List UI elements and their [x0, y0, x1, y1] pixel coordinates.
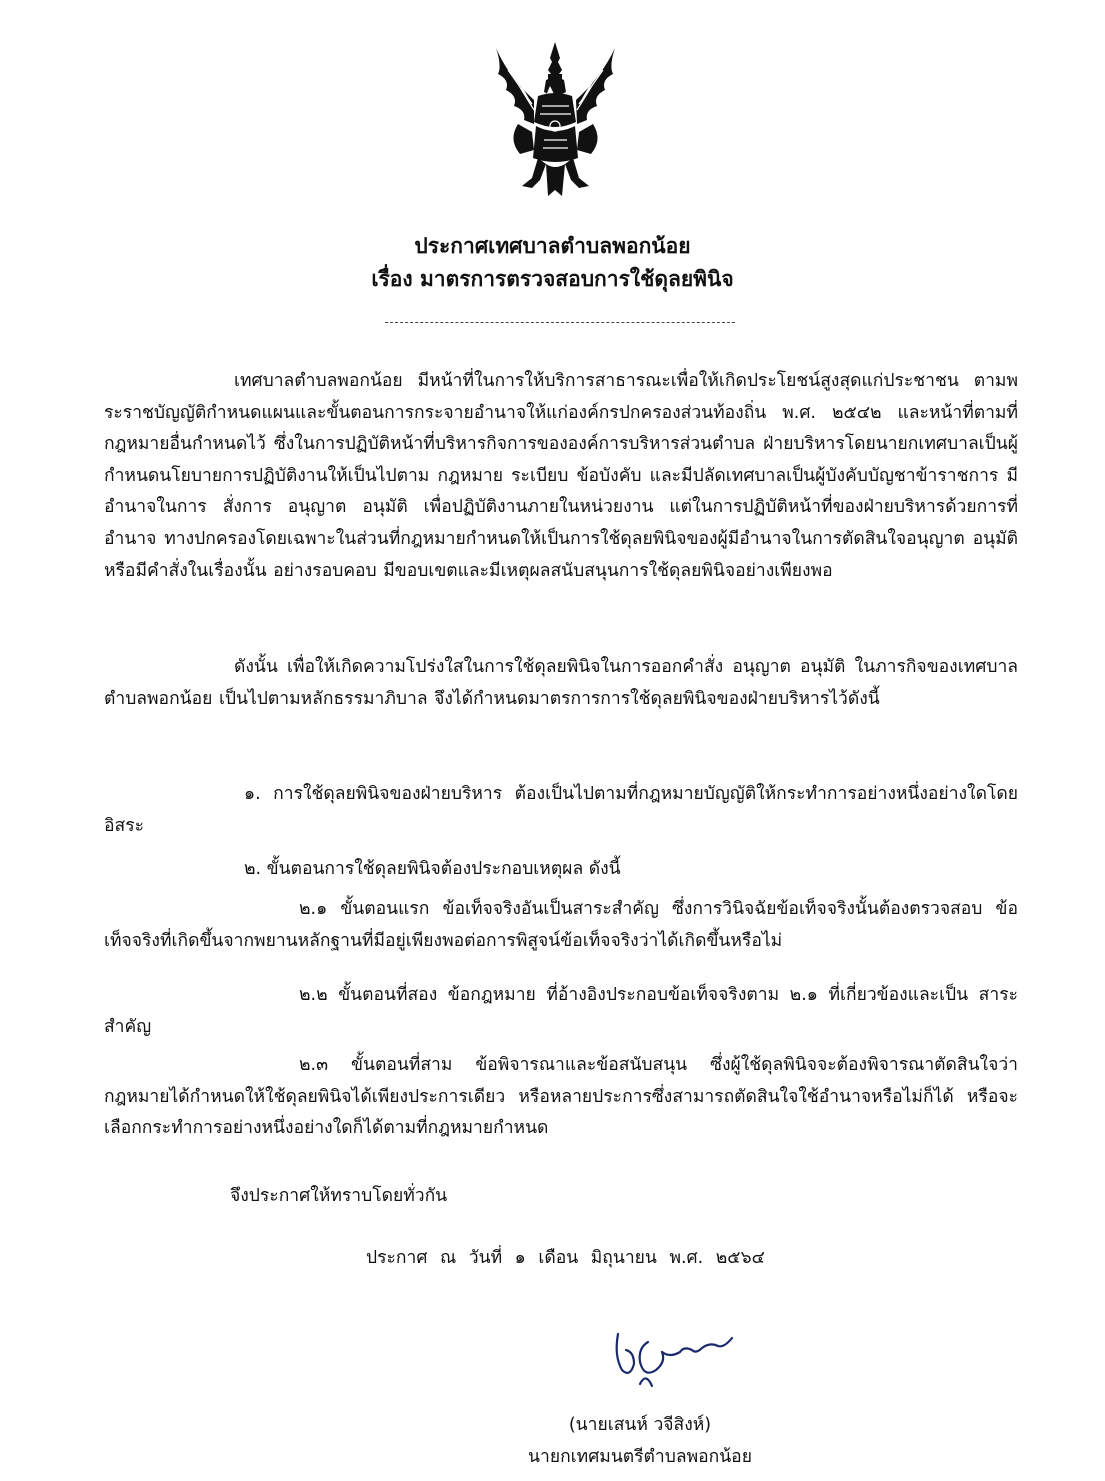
- closing-statement: จึงประกาศให้ทราบโดยทั่วกัน: [230, 1186, 448, 1206]
- title-divider: [385, 322, 735, 323]
- signatory-name: (นายเสนห์ วจีสิงห์): [568, 1415, 712, 1435]
- paragraph-therefore: ดังนั้น เพื่อให้เกิดความโปร่งใสในการใช้ดุลยพินิจในการออกคำสั่ง อนุญาต อนุมัติ ในภารกิจของเทศบาลตำบลพอกน้อย เป็นไปตามหลักธรรมาภิบาล จึงได้กำหนดมาตรการการใช้ดุลยพินิจของฝ่ายบริหารไว้ดังนี้: [104, 657, 1018, 709]
- garuda-emblem-icon: [488, 40, 623, 200]
- announcement-date: ประกาศ ณ วันที่ ๑ เดือน มิถุนายน พ.ศ. ๒๕๖๔: [366, 1248, 765, 1268]
- announcement-title: ประกาศเทศบาลตำบลพอกน้อย: [414, 234, 691, 258]
- clause-1: ๑. การใช้ดุลยพินิจของฝ่ายบริหาร ต้องเป็นไปตามที่กฎหมายบัญญัติให้กระทำการอย่างหนึ่งอย่างใดโดยอิสระ: [104, 784, 1018, 836]
- announcement-subject: เรื่อง มาตรการตรวจสอบการใช้ดุลยพินิจ: [371, 267, 734, 291]
- clause-2: ๒. ขั้นตอนการใช้ดุลยพินิจต้องประกอบเหตุผล ดังนี้: [244, 859, 621, 879]
- signatory-position: นายกเทศมนตรีตำบลพอกน้อย: [528, 1447, 752, 1467]
- signature-mark: [600, 1312, 750, 1392]
- clause-2-1: ๒.๑ ขั้นตอนแรก ข้อเท็จจริงอันเป็นสาระสำคัญ ซึ่งการวินิจฉัยข้อเท็จจริงนั้นต้องตรวจสอบ ข้อเท็จจริงที่เกิดขึ้นจากพยานหลักฐานที่มีอยู่เพียงพอต่อการพิสูจน์ข้อเท็จจริงว่าได้เกิดขึ้นหรือไม่: [104, 899, 1018, 951]
- clause-2-2: ๒.๒ ขั้นตอนที่สอง ข้อกฎหมาย ที่อ้างอิงประกอบข้อเท็จจริงตาม ๒.๑ ที่เกี่ยวข้องและเป็น สาระสำคัญ: [104, 985, 1018, 1037]
- paragraph-intro: เทศบาลตำบลพอกน้อย มีหน้าที่ในการให้บริการสาธารณะเพื่อให้เกิดประโยชน์สูงสุดแก่ประชาชน ตามพระราชบัญญัติกำหนดแผนและขั้นตอนการกระจายอำนาจให้แก่องค์กรปกครองส่วนท้องถิ่น พ.ศ. ๒๕๔๒ และหน้าที่ตามที่กฎหมายอื่นกำหนดไว้ ซึ่งในการปฏิบัติหน้าที่บริหารกิจการขององค์การบริหารส่วนตำบล ฝ่ายบริหารโดยนายกเทศบาลเป็นผู้กำหนดนโยบายการปฏิบัติงานให้เป็นไปตาม กฎหมาย ระเบียบ ข้อบังคับ และมีปลัดเทศบาลเป็นผู้บังคับบัญชาข้าราชการ มีอำนาจในการ สั่งการ อนุญาต อนุมัติ เพื่อปฏิบัติงานภายในหน่วยงาน แต่ในการปฏิบัติหน้าที่ของฝ่ายบริหารด้วยการที่อำนาจ ทางปกครองโดยเฉพาะในส่วนที่กฎหมายกำหนดให้เป็นการใช้ดุลยพินิจของผู้มีอำนาจในการตัดสินใจอนุญาต อนุมัติ หรือมีคำสั่งในเรื่องนั้น อย่างรอบคอบ มีขอบเขตและมีเหตุผลสนับสนุนการใช้ดุลยพินิจอย่างเพียงพอ: [104, 371, 1018, 581]
- clause-2-3: ๒.๓ ขั้นตอนที่สาม ข้อพิจารณาและข้อสนับสนุน ซึ่งผู้ใช้ดุลพินิจจะต้องพิจารณาตัดสินใจว่า กฎหมายได้กำหนดให้ใช้ดุลยพินิจได้เพียงประการเดียว หรือหลายประการซึ่งสามารถตัดสินใจใช้อำนาจหรือไม่ก็ได้ หรือจะเลือกกระทำการอย่างหนึ่งอย่างใดก็ได้ตามที่กฎหมายกำหนด: [104, 1055, 1018, 1139]
